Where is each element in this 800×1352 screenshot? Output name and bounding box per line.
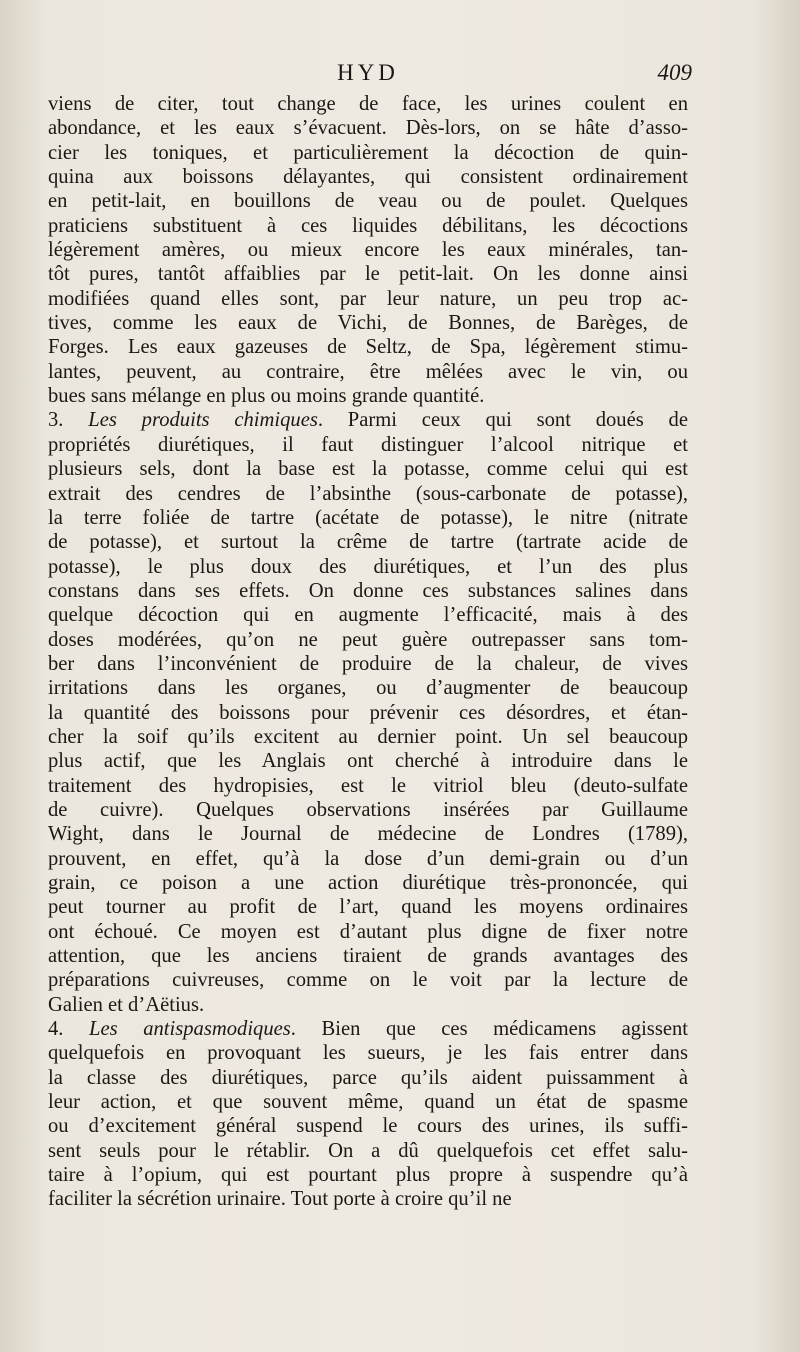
text-line: prouvent, en effet, qu’à la dose d’un demi-grain ou d’un (48, 847, 688, 870)
text-line: Wight, dans le Journal de médecine de Londres (1789), (48, 823, 688, 846)
text-line: praticiens substituent à ces liquides débilitans, les décoctions (48, 214, 688, 237)
text-line: préparations cuivreuses, comme on le voit par la lecture de (48, 969, 688, 992)
text-line: légèrement amères, ou mieux encore les eaux minérales, tan- (48, 239, 688, 262)
text-line: viens de citer, tout change de face, les urines coulent en (48, 93, 688, 115)
text-line: attention, que les anciens tiraient de grands avantages des (48, 945, 688, 968)
text-line: extrait des cendres de l’absinthe (sous-carbonate de potasse), (48, 482, 688, 505)
text-line: de potasse), et surtout la crême de tartre (tartrate acide de (48, 531, 688, 554)
text-line: doses modérées, qu’on ne peut guère outrepasser sans tom- (48, 628, 688, 651)
text-line: lantes, peuvent, au contraire, être mêlées avec le vin, ou (48, 360, 688, 383)
text-line: cier les toniques, et particulièrement la décoction de quin- (48, 141, 688, 164)
body-text (48, 92, 688, 1212)
text-line: ont échoué. Ce moyen est d’autant plus digne de fixer notre (48, 920, 688, 943)
text-line: taire à l’opium, qui est pourtant plus propre à suspendre qu’à (48, 1164, 688, 1187)
text-line: propriétés diurétiques, il faut distinguer l’alcool nitrique et (48, 433, 688, 456)
text-line: irritations dans les organes, ou d’augmenter de beaucoup (48, 677, 688, 700)
text-line: ou d’excitement général suspend le cours des urines, ils suffi- (48, 1115, 688, 1138)
text-line: la terre foliée de tartre (acétate de potasse), le nitre (nitrate (48, 506, 688, 529)
text-line: traitement des hydropisies, est le vitriol bleu (deuto-sulfate (48, 774, 688, 797)
text-line: bues sans mélange en plus ou moins grande quantité. (48, 385, 485, 408)
text-line: quelquefois en provoquant les sueurs, je les fais entrer dans (48, 1042, 688, 1065)
text-line: sent seuls pour le rétablir. On a dû quelquefois cet effet salu- (48, 1139, 688, 1162)
text-line: grain, ce poison a une action diurétique très-prononcée, qui (48, 872, 688, 894)
text-line: de cuivre). Quelques observations insérées par Guillaume (48, 798, 688, 821)
text-line: constans dans ses effets. On donne ces substances salines dans (48, 579, 688, 602)
text-line: 4. Les antispasmodiques. Bien que ces médicamens agissent (48, 1018, 688, 1041)
text-line: quina aux boissons délayantes, qui consistent ordinairement (48, 166, 688, 189)
text-line: quelque décoction qui en augmente l’efficacité, mais à des (48, 604, 688, 627)
text-line: plusieurs sels, dont la base est la potasse, comme celui qui est (48, 458, 688, 481)
text-line: Forges. Les eaux gazeuses de Seltz, de Spa, légèrement stimu- (48, 336, 688, 359)
text-line: peut tourner au profit de l’art, quand les moyens ordinaires (48, 896, 688, 919)
text-line: tives, comme les eaux de Vichi, de Bonnes, de Barèges, de (48, 312, 688, 335)
page-header (48, 58, 692, 92)
text-line: faciliter la sécrétion urinaire. Tout porte à croire qu’il ne (48, 1188, 512, 1211)
text-line: ber dans l’inconvénient de produire de la chaleur, de vives (48, 652, 688, 675)
text-line: modifiées quand elles sont, par leur nature, un peu trop ac- (48, 287, 688, 310)
page-number: 409 (657, 60, 692, 85)
text-line: potasse), le plus doux des diurétiques, et l’un des plus (48, 555, 688, 578)
text-line: plus actif, que les Anglais ont cherché à introduire dans le (48, 750, 688, 773)
running-head: HYD (337, 60, 399, 85)
text-line: 3. Les produits chimiques. Parmi ceux qui sont doués de (48, 409, 688, 432)
text-line: la quantité des boissons pour prévenir ces désordres, et étan- (48, 701, 688, 724)
text-line: cher la soif qu’ils excitent au dernier point. Un sel beaucoup (48, 725, 688, 748)
text-line: leur action, et que souvent même, quand un état de spasme (48, 1091, 688, 1114)
text-line: abondance, et les eaux s’évacuent. Dès-lors, on se hâte d’asso- (48, 117, 688, 140)
text-line: Galien et d’Aëtius. (48, 993, 205, 1016)
text-line: tôt pures, tantôt affaiblies par le petit-lait. On les donne ainsi (48, 263, 688, 286)
text-line: en petit-lait, en bouillons de veau ou de poulet. Quelques (48, 190, 688, 213)
text-line: la classe des diurétiques, parce qu’ils aident puissamment à (48, 1066, 688, 1089)
